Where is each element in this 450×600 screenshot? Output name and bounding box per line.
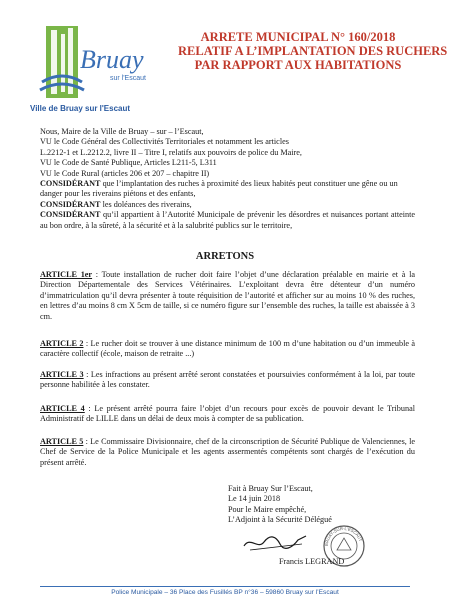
title-line-2: RELATIF A L’IMPLANTATION DES RUCHERS <box>178 44 448 58</box>
considerant-3 <box>40 210 415 231</box>
considerant-label: CONSIDÉRANT <box>40 210 101 220</box>
article-1 <box>40 270 415 322</box>
preamble <box>40 127 415 231</box>
signature-block <box>228 484 378 526</box>
considerant-text: qu’il appartient à l’Autorité Municipale de prévenir les désordres et nuisances portant atteinte au bon ordre, à la sûreté, à la sécurité et à la salubrité publics sur le territoire, <box>40 210 415 230</box>
considerant-2 <box>40 200 415 210</box>
considerant-text: que l’implantation des ruches à proximité des lieux habités peut constituer une gêne ou un danger pour les riverains piétons et des enfants, <box>40 179 398 199</box>
signer-name: Francis LEGRAND <box>279 557 345 566</box>
arretons-heading: ARRETONS <box>195 251 255 262</box>
sign-role-2: L’Adjoint à la Sécurité Délégué <box>228 515 332 525</box>
logo-caption: Ville de Bruay sur l'Escaut <box>30 104 131 113</box>
city-logo <box>36 20 156 106</box>
article-label: ARTICLE 4 <box>40 404 85 413</box>
preamble-vu-3: VU le Code Rural (articles 206 et 207 – chapitre II) <box>40 168 210 178</box>
article-label: ARTICLE 2 <box>40 339 84 348</box>
article-5 <box>40 437 415 468</box>
stamp-text: BRUAY-SUR-L'ESCAUT <box>323 525 364 547</box>
page-footer: Police Municipale – 36 Place des Fusillés BP n°36 – 59860 Bruay sur l’Escaut <box>111 589 339 596</box>
document-title <box>178 30 448 72</box>
title-line-3: PAR RAPPORT AUX HABITATIONS <box>194 58 402 72</box>
preamble-intro: Nous, Maire de la Ville de Bruay – sur – l’Escaut, <box>40 127 204 136</box>
logo-brand: Bruay <box>80 45 144 74</box>
footer-divider <box>40 586 410 587</box>
considerant-text: les doléances des riverains, <box>100 199 192 209</box>
article-4 <box>40 404 415 425</box>
logo-brand-suffix: sur l'Escaut <box>110 75 146 82</box>
preamble-vu-1: VU le Code Général des Collectivités Territoriales et notamment les articles <box>40 137 289 147</box>
city-logo-graphic <box>36 20 156 106</box>
title-line-1: ARRETE MUNICIPAL N° 160/2018 <box>200 30 396 44</box>
article-label: ARTICLE 3 <box>40 370 84 379</box>
article-text: : Le Commissaire Divisionnaire, chef de la circonscription de Sécurité Publique de Valenciennes, le Chef de Service de la Police Municipale et les agents assermentés compétents sont chargés de l’exécution du présent arrêté. <box>40 437 415 467</box>
considerant-1 <box>40 179 415 200</box>
preamble-vu-2: VU le Code de Santé Publique, Articles L211-5, L311 <box>40 158 217 168</box>
article-label: ARTICLE 1er <box>40 270 93 279</box>
article-text: : Les infractions au présent arrêté seront constatées et poursuivies conformément à la loi, par toute personne habilitée à les constater. <box>40 370 415 390</box>
article-text: : Le présent arrêté pourra faire l’objet d’un recours pour excès de pouvoir devant le Tribunal Administratif de LILLE dans un délai de deux mois à compter de sa publication. <box>40 404 415 424</box>
sign-date: Le 14 juin 2018 <box>228 494 281 504</box>
considerant-label: CONSIDÉRANT <box>40 199 101 209</box>
preamble-vu-1b: L.2212-1 et L.2212.2, livre II – Titre I, relatifs aux pouvoirs de police du Maire, <box>40 147 302 157</box>
considerant-label: CONSIDÉRANT <box>40 179 101 189</box>
handwritten-signature <box>240 530 310 554</box>
sign-place: Fait à Bruay Sur l’Escaut, <box>228 484 313 493</box>
article-text: : Toute installation de rucher doit faire l’objet d’une déclaration préalable en mairie et à la Direction Départementale des Services Vétérinaires. L’exploitant devra être détenteur d’un numéro d’immatriculation qu’il devra présenter à toute réquisition de l’autorité et afficher sur au moins 10 % des ruches, en lettres d’au moins 8 cm X 5cm de taille, si ce numéro figure sur l’ensemble des ruches, la taille est abaissée à 3 cm. <box>40 270 415 321</box>
article-3 <box>40 370 415 391</box>
svg-text:BRUAY-SUR-L'ESCAUT <box>324 526 363 546</box>
article-text: : Le rucher doit se trouver à une distance minimum de 100 m d’une habitation ou d’un immeuble à caractère collectif (école, maison de retraite ...) <box>40 339 415 359</box>
article-label: ARTICLE 5 <box>40 437 84 446</box>
article-2 <box>40 339 415 360</box>
sign-role-1: Pour le Maire empêché, <box>228 504 307 514</box>
